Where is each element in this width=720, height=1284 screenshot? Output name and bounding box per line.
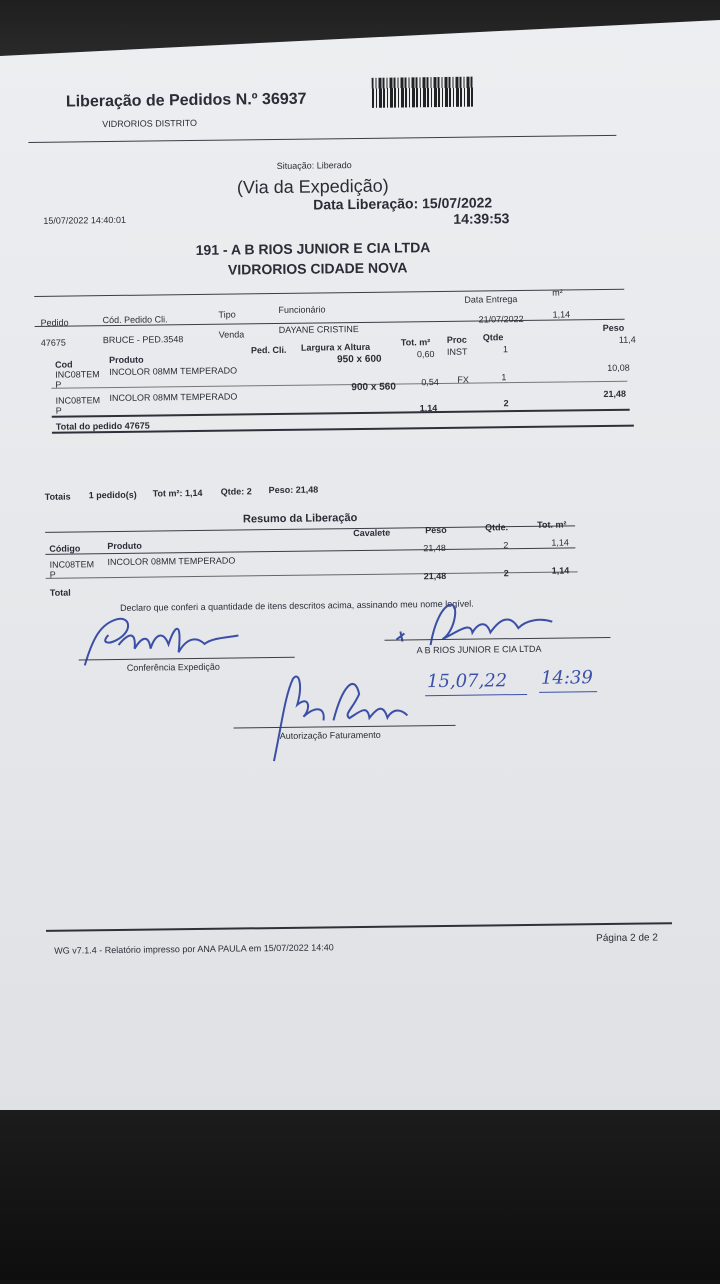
summary-cod-suffix: P: [49, 569, 56, 580]
item-2-dims: 900 x 560: [351, 381, 396, 394]
summary-peso: 21,48: [423, 542, 446, 554]
page-number: Página 2 de 2: [596, 932, 658, 945]
summary-col-codigo: Código: [49, 543, 81, 554]
order-pedido: 47675: [40, 337, 66, 348]
col-funcionario: Funcionário: [278, 304, 326, 315]
handwritten-time: 14:39: [540, 667, 593, 689]
declaration-text: Declaro que conferi a quantidade de itens descritos acima, assinando meu nome legível.: [120, 598, 474, 613]
order-funcionario: DAYANE CRISTINE: [278, 323, 359, 335]
order-m2: 1,14: [552, 309, 571, 320]
item-divider: [51, 381, 627, 389]
col-data-entrega: Data Entrega: [464, 294, 518, 305]
order-data-entrega: 21/07/2022: [478, 313, 524, 325]
col-tipo: Tipo: [218, 309, 236, 320]
item-2-qtde: 1: [501, 372, 507, 383]
order-total-peso: 21,48: [603, 388, 627, 400]
item-1-produto: INCOLOR 08MM TEMPERADO: [109, 365, 238, 378]
client-sig-label: A B RIOS JUNIOR E CIA LTDA: [416, 643, 542, 656]
item-1-proc: INST: [446, 346, 468, 357]
summary-col-produto: Produto: [107, 540, 142, 552]
item-2-cod: INC08TEM: [55, 395, 101, 406]
item-2-proc: FX: [457, 374, 469, 385]
handwritten-date: 15,07,22: [426, 670, 508, 693]
summary-total-m2: 1,14: [551, 565, 570, 576]
status-text: Situação: Liberado: [276, 160, 352, 171]
footer-printed-by: WG v7.1.4 - Relatório impresso por ANA PAULA em 15/07/2022 14:40: [54, 942, 334, 956]
order-cod-cli: BRUCE - PED.3548: [102, 334, 184, 346]
items-bottom-rule: [52, 409, 630, 418]
col-cod: Cod: [55, 359, 73, 370]
summary-title: Resumo da Liberação: [242, 512, 358, 526]
handwritten-time-underline: [539, 691, 597, 693]
item-1-qtde: 1: [502, 344, 509, 355]
item-1-cod-suffix: P: [55, 379, 62, 390]
item-1-peso: 11,4: [618, 334, 636, 345]
item-2-tot-m2: 0,54: [421, 377, 439, 388]
client-name: 191 - A B RIOS JUNIOR E CIA LTDA: [195, 239, 431, 258]
signature-autorizacao: [263, 663, 424, 765]
barcode: [372, 77, 474, 108]
summary-row-rule: [46, 571, 578, 578]
summary-produto: INCOLOR 08MM TEMPERADO: [107, 555, 236, 568]
summary-total-qtde: 2: [503, 568, 509, 579]
printed-at: 15/07/2022 14:40:01: [43, 214, 126, 226]
summary-total-peso: 21,48: [423, 570, 447, 582]
totals-qtde: Qtde: 2: [220, 486, 252, 497]
release-time: 14:39:53: [453, 210, 510, 227]
summary-col-tot-m2: Tot. m²: [537, 519, 567, 530]
document-title: Liberação de Pedidos N.º 36937: [65, 90, 307, 111]
summary-tot-m2: 1,14: [551, 537, 569, 548]
client-subtitle: VIDRORIOS CIDADE NOVA: [227, 259, 408, 278]
col-cod-pedido-cli: Cód. Pedido Cli.: [102, 314, 168, 326]
item-1-tot-m2: 0,60: [416, 349, 435, 360]
summary-total-label: Total: [49, 587, 71, 598]
totals-m2: Tot m²: 1,14: [152, 487, 203, 499]
summary-col-cavalete: Cavalete: [353, 527, 391, 539]
summary-qtde: 2: [503, 540, 509, 551]
item-1-cod: INC08TEM: [55, 369, 100, 380]
totals-peso: Peso: 21,48: [268, 484, 319, 496]
totals-label: Totais: [44, 491, 71, 502]
item-2-produto: INCOLOR 08MM TEMPERADO: [109, 391, 238, 404]
summary-col-peso: Peso: [425, 524, 447, 536]
footer-rule: [46, 922, 672, 932]
col-pedido: Pedido: [40, 317, 69, 328]
col-m2: m²: [552, 287, 563, 298]
handwritten-date-underline: [425, 694, 527, 696]
order-tipo: Venda: [218, 329, 245, 340]
summary-cod: INC08TEM: [49, 559, 95, 570]
totals-pedidos: 1 pedido(s): [88, 489, 137, 501]
copy-type: (Via da Expedição): [236, 175, 389, 198]
col-tot-m2: Tot. m²: [400, 337, 431, 348]
table-top-rule: [34, 289, 624, 297]
order-total-label: Total do pedido 47675: [55, 420, 150, 432]
order-total-m2: 1,14: [419, 403, 438, 414]
autorizacao-label: Autorização Faturamento: [279, 729, 381, 741]
col-largura-altura: Largura x Altura: [300, 341, 371, 353]
col-proc: Proc: [446, 334, 467, 345]
item-2-cod-suffix: P: [55, 405, 62, 416]
order-total-qtde: 2: [503, 398, 509, 409]
col-qtde: Qtde: [482, 332, 504, 343]
col-ped-cli: Ped. Cli.: [250, 344, 287, 356]
company-name: VIDRORIOS DISTRITO: [102, 117, 198, 130]
item-2-peso: 10,08: [607, 362, 630, 373]
release-date: Data Liberação: 15/07/2022: [313, 194, 493, 213]
header-divider: [28, 135, 616, 143]
col-peso: Peso: [602, 322, 625, 334]
conferencia-label: Conferência Expedição: [126, 661, 220, 673]
item-1-dims: 950 x 600: [336, 353, 382, 366]
summary-col-qtde: Qtde.: [485, 522, 509, 533]
col-produto: Produto: [108, 354, 144, 366]
